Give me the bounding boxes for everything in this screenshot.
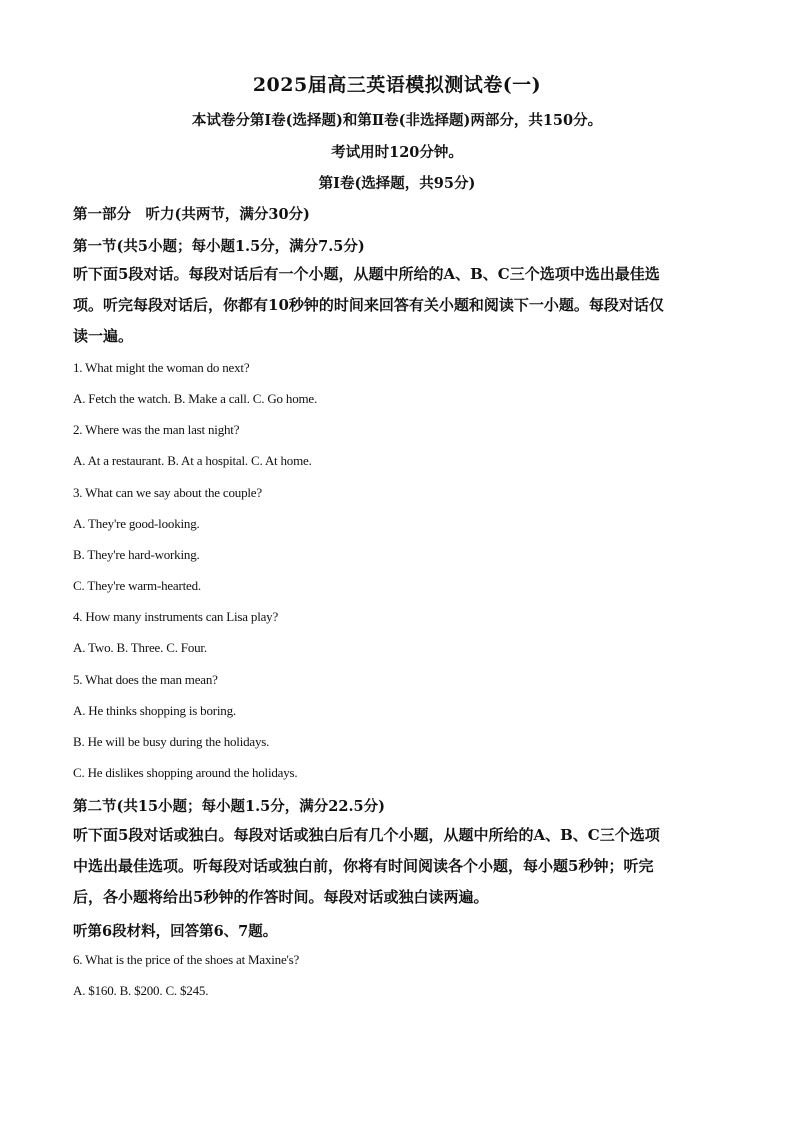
question-option: B. He will be busy during the holidays. bbox=[73, 734, 270, 749]
question-stem: 5. What does the man mean? bbox=[73, 672, 218, 687]
question-option: A. He thinks shopping is boring. bbox=[73, 703, 236, 718]
instruction-line: 后，各小题将给出5秒钟的作答时间。每段对话或独白读两遍。 bbox=[73, 888, 489, 906]
volume-heading: 第Ⅰ卷(选择题，共95分) bbox=[318, 175, 476, 192]
section2-instructions bbox=[73, 820, 723, 913]
question-stem: 6. What is the price of the shoes at Maxine's? bbox=[73, 952, 300, 967]
question-stem: 3. What can we say about the couple? bbox=[73, 485, 262, 500]
question-option: A. They're good-looking. bbox=[73, 516, 200, 531]
instruction-line: 听下面5段对话或独白。每段对话或独白后有几个小题，从题中所给的A、B、C三个选项 bbox=[73, 826, 660, 844]
question-option: B. They're hard-working. bbox=[73, 547, 200, 562]
question-stem: 4. How many instruments can Lisa play? bbox=[73, 609, 279, 624]
instruction-line: 中选出最佳选项。听每段对话或独白前，你将有时间阅读各个小题，每小题5秒钟；听完 bbox=[73, 857, 654, 875]
question-options: A. $160. B. $200. C. $245. bbox=[73, 983, 209, 998]
instruction-line: 读一遍。 bbox=[73, 327, 134, 345]
question-option: C. He dislikes shopping around the holidays. bbox=[73, 765, 298, 780]
instruction-line: 项。听完每段对话后，你都有10秒钟的时间来回答有关小题和阅读下一小题。每段对话仅 bbox=[73, 296, 664, 314]
question-options: A. Two. B. Three. C. Four. bbox=[73, 640, 207, 655]
question-options: A. Fetch the watch. B. Make a call. C. Go home. bbox=[73, 391, 318, 406]
instruction-line: 听下面5段对话。每段对话后有一个小题，从题中所给的A、B、C三个选项中选出最佳选 bbox=[73, 265, 660, 283]
section1-instructions bbox=[73, 259, 723, 352]
question-stem: 2. Where was the man last night? bbox=[73, 422, 240, 437]
part1-heading: 第一部分 听力(共两节，满分30分) bbox=[73, 206, 310, 223]
exam-time: 考试用时120分钟。 bbox=[331, 144, 463, 161]
question-stem: 1. What might the woman do next? bbox=[73, 360, 250, 375]
exam-intro: 本试卷分第Ⅰ卷(选择题)和第Ⅱ卷(非选择题)两部分，共150分。 bbox=[191, 112, 603, 129]
section1-heading: 第一节(共5小题；每小题1.5分，满分7.5分) bbox=[73, 238, 365, 255]
material-heading: 听第6段材料，回答第6、7题。 bbox=[73, 923, 278, 940]
question-options: A. At a restaurant. B. At a hospital. C. At home. bbox=[73, 453, 312, 468]
exam-title: 2025届高三英语模拟测试卷(一) bbox=[252, 74, 542, 96]
question-option: C. They're warm-hearted. bbox=[73, 578, 201, 593]
section2-heading: 第二节(共15小题；每小题1.5分，满分22.5分) bbox=[73, 798, 385, 815]
